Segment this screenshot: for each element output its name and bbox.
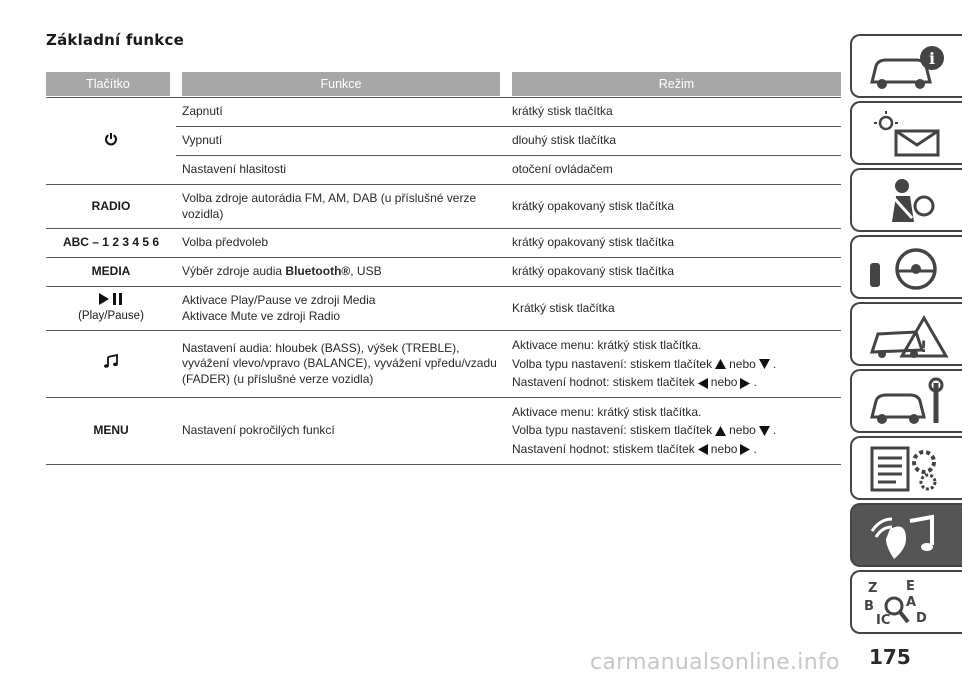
media-button-label: MEDIA [46,258,176,287]
up-arrow-icon [715,359,726,369]
function-presets: Volba předvoleb [176,229,506,258]
power-button-cell [46,98,176,185]
technical-data-icon [866,444,952,494]
table-row [46,331,841,398]
car-info-icon [866,42,952,92]
watermark: carmanualsonline.info [590,650,840,675]
radio-button-label: RADIO [46,185,176,229]
page-title: Základní funkce [46,31,184,49]
tab-warning-lights[interactable] [850,101,962,165]
up-arrow-icon [715,426,726,436]
play-pause-icon [98,293,124,305]
svg-text:i: i [929,49,936,68]
mode-menu-line1: Aktivace menu: krátký stisk tlačítka. [512,404,702,419]
menu-button-label: MENU [46,397,176,464]
tab-emergency[interactable] [850,302,962,366]
svg-text:A: A [906,595,917,610]
svg-text:B: B [864,599,874,614]
function-off: Vypnutí [176,127,506,156]
function-audio: Nastavení audia: hloubek (BASS), výšek (TREBLE), vyvážení vlevo/vpravo (BALANCE), vyvážení vpředu/vzadu (FADER) (u příslušné verze vozidla) [176,331,506,398]
warning-lights-icon [866,109,952,159]
mode-presets: krátký opakovaný stisk tlačítka [506,229,841,258]
tab-driving[interactable] [850,235,962,299]
table-row [46,185,841,229]
driving-icon [866,243,952,293]
svg-text:D: D [916,611,927,626]
mode-audio-line3: Nastavení hodnot: stiskem tlačítek nebo . [512,375,757,390]
tab-car-info[interactable] [850,34,962,98]
function-menu: Nastavení pokročilých funkcí [176,397,506,464]
table-row [46,397,841,464]
function-media-post: , USB [350,264,382,279]
function-on: Zapnutí [176,98,506,127]
mode-menu-line3: Nastavení hodnot: stiskem tlačítek nebo . [512,441,757,456]
audio-button-cell [46,331,176,398]
svg-text:Z: Z [868,581,878,596]
tab-index[interactable] [850,570,962,634]
left-arrow-icon [698,444,708,455]
svg-text:!: ! [920,337,928,356]
tab-safety[interactable] [850,168,962,232]
music-note-icon [104,355,118,368]
power-icon [104,132,118,146]
table-row [46,229,841,258]
down-arrow-icon [759,359,770,369]
mode-radio: krátký opakovaný stisk tlačítka [506,185,841,229]
page-number: 175 [869,645,911,669]
bluetooth-label: Bluetooth® [285,264,351,279]
safety-icon [866,176,952,226]
left-arrow-icon [698,378,708,389]
emergency-icon [866,310,952,360]
playpause-sub-label: (Play/Pause) [78,310,144,323]
tab-maintenance[interactable] [850,369,962,433]
index-icon [866,578,952,628]
function-playpause-line1: Aktivace Play/Pause ve zdroji Media [182,292,376,307]
function-volume: Nastavení hlasitosti [176,156,506,185]
table-row [46,258,841,287]
mode-volume: otočení ovládačem [506,156,841,185]
down-arrow-icon [759,426,770,436]
svg-text:E: E [906,579,915,594]
mode-playpause: Krátký stisk tlačítka [506,287,841,331]
right-arrow-icon [740,378,750,389]
functions-table [46,72,841,465]
function-playpause-line2: Aktivace Mute ve zdroji Radio [182,308,341,323]
tab-technical-data[interactable] [850,436,962,500]
mode-audio-line2: Volba typu nastavení: stiskem tlačítek nebo . [512,356,777,371]
function-media-pre: Výběr zdroje audia [182,264,286,279]
right-arrow-icon [740,444,750,455]
mode-menu-line2: Volba typu nastavení: stiskem tlačítek nebo . [512,423,777,438]
playpause-button-cell [46,287,176,331]
mode-audio-line1: Aktivace menu: krátký stisk tlačítka. [512,338,702,352]
mode-menu [506,397,841,464]
multimedia-icon [866,511,952,561]
header-function: Funkce [176,72,506,96]
header-mode: Režim [506,72,841,96]
mode-media: krátký opakovaný stisk tlačítka [506,258,841,287]
tab-multimedia[interactable] [850,503,962,567]
table-row [46,98,841,127]
svg-text:IC: IC [876,613,891,628]
mode-on: krátký stisk tlačítka [506,98,841,127]
table-row [46,287,841,331]
function-playpause [176,287,506,331]
mode-off: dlouhý stisk tlačítka [506,127,841,156]
function-radio: Volba zdroje autorádia FM, AM, DAB (u příslušné verze vozidla) [176,185,506,229]
header-button: Tlačítko [46,72,176,96]
maintenance-icon [866,377,952,427]
presets-button-label: ABC – 1 2 3 4 5 6 [46,229,176,258]
function-media [176,258,506,287]
mode-audio [506,331,841,398]
